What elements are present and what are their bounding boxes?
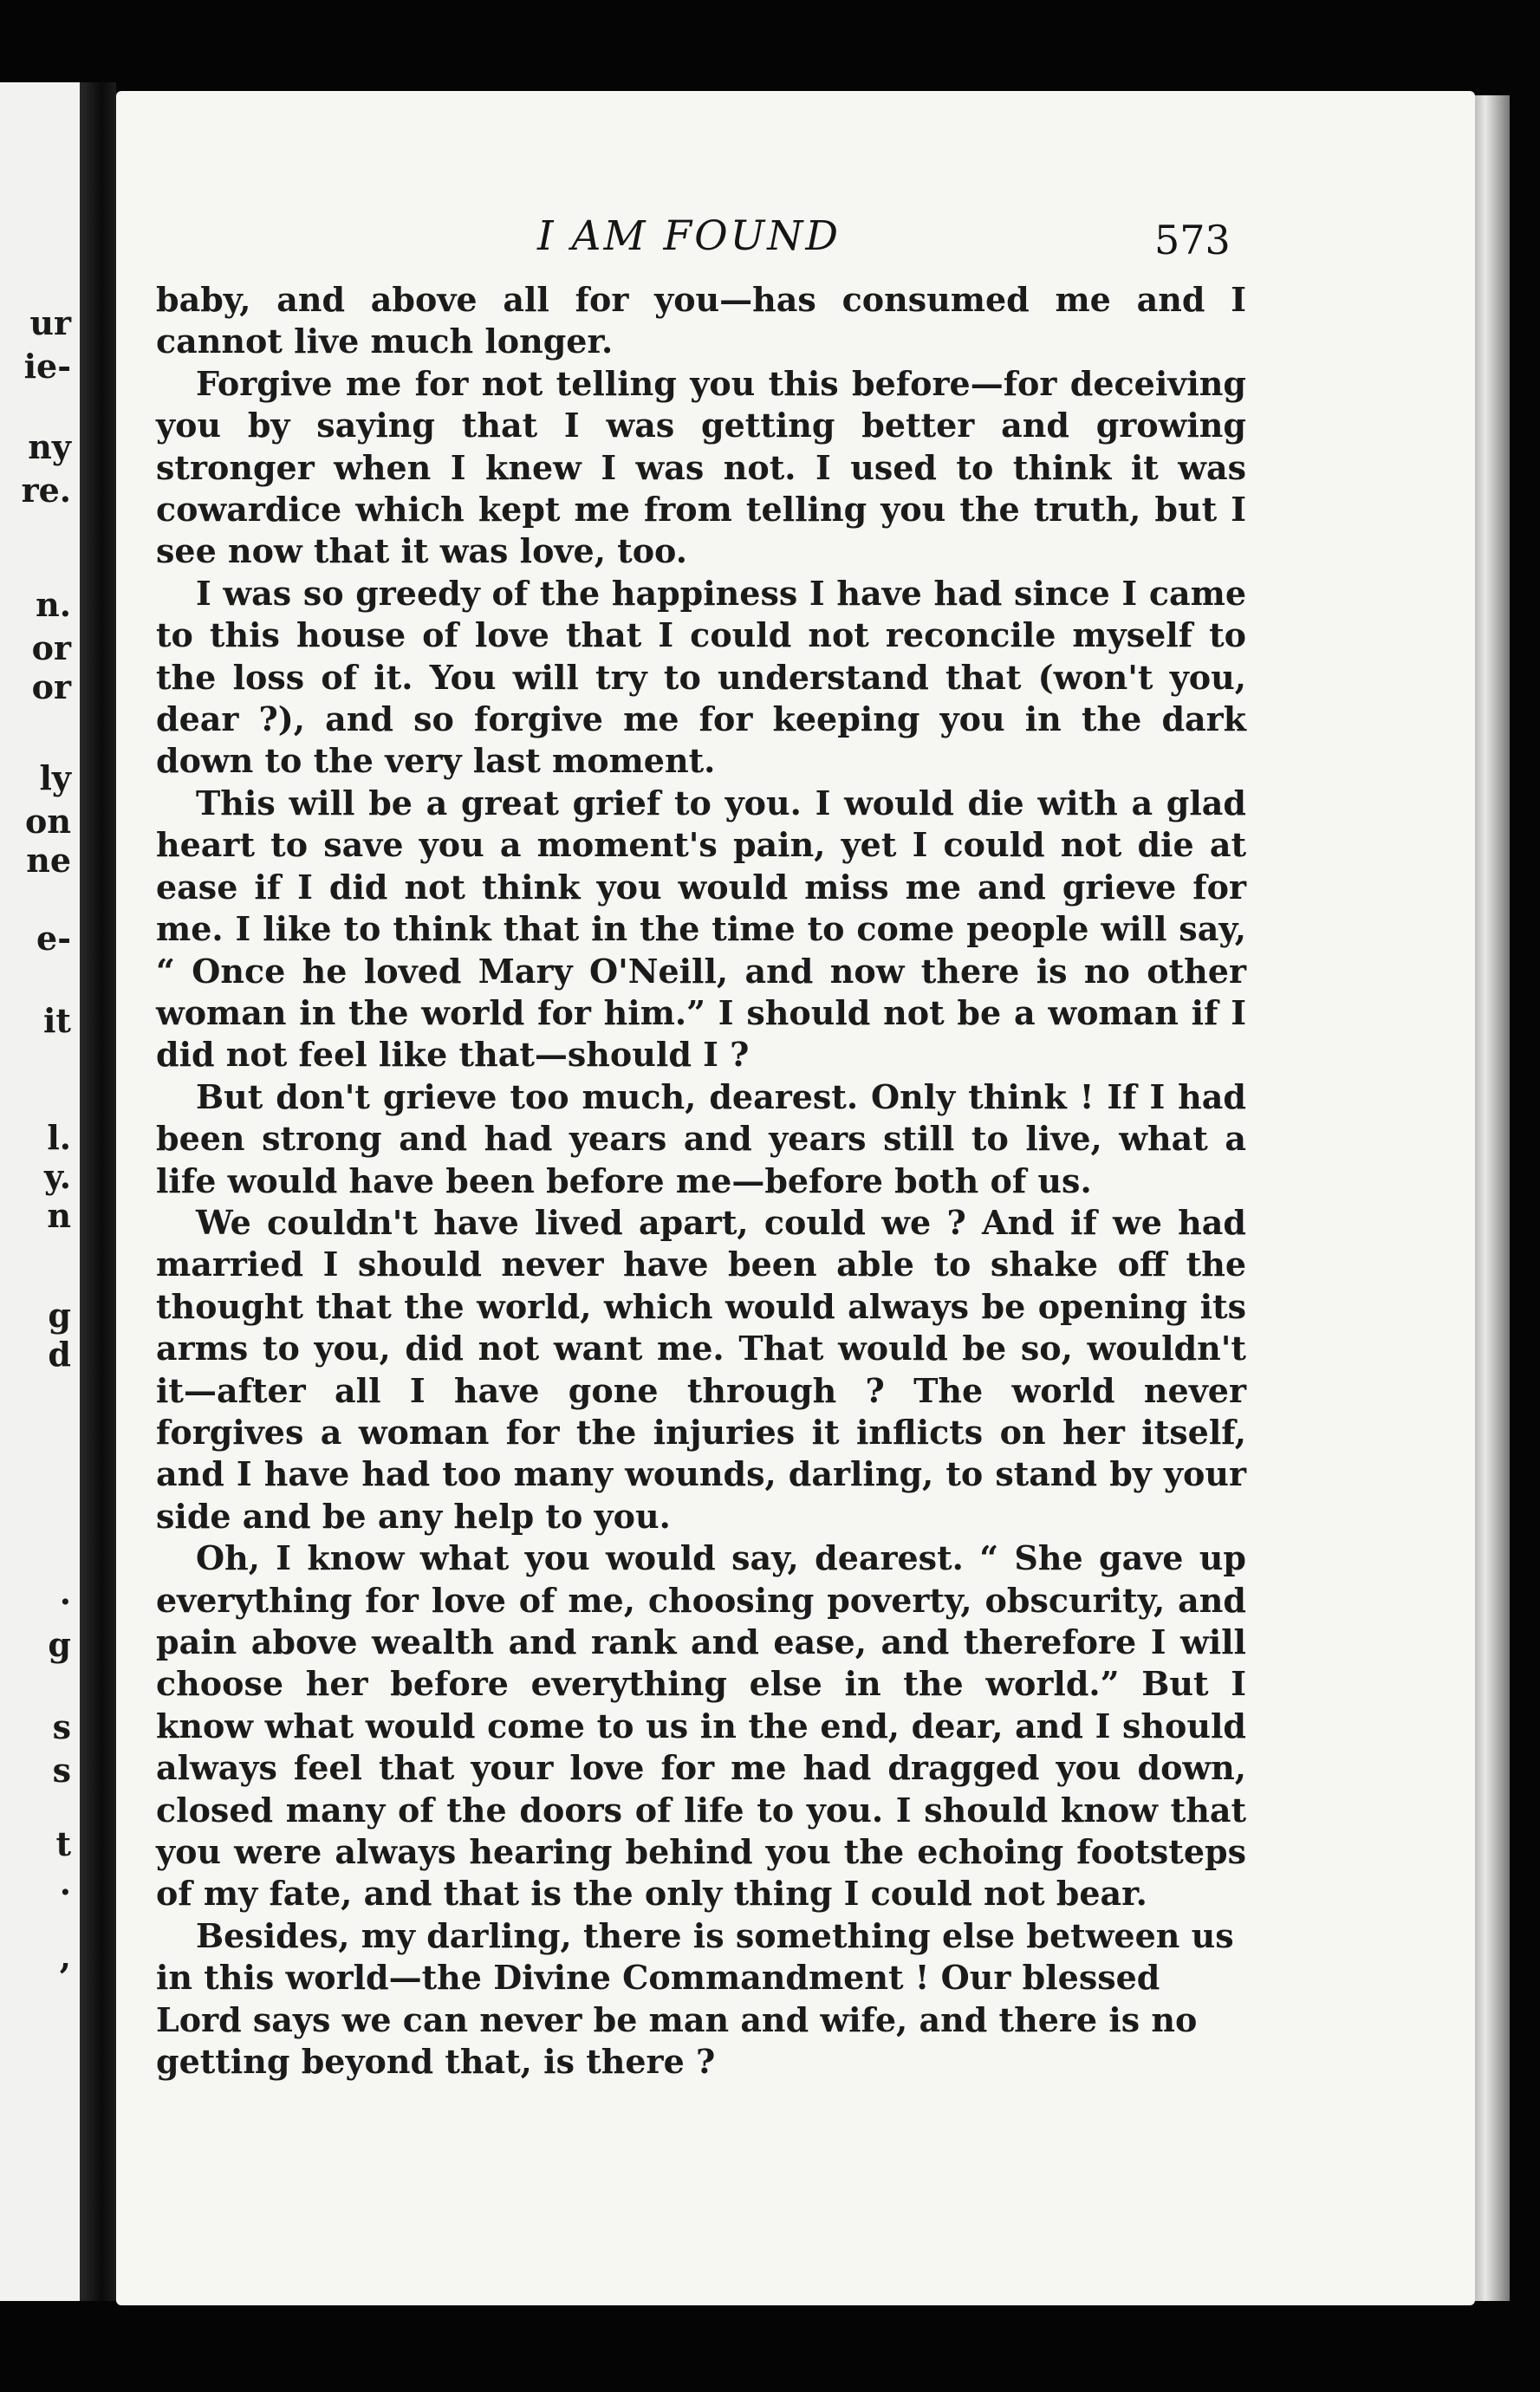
facing-page-fragment: y. (44, 1157, 71, 1196)
paragraph: We couldn't have lived apart, could we ? And if we had married I should never have been able to shake off the thought that the world, which would always be opening its arms to you, did not want me. That would be so, wouldn't it—after all I have gone through ? The world never forgives a woman for the injuries it inflicts on her itself, and I have had too many wounds, darling, to stand by your side and be any help to you. (156, 1202, 1246, 1536)
facing-page-fragment: g (48, 1296, 71, 1335)
book-gutter (80, 82, 116, 2301)
facing-page-fragment: it (43, 1001, 71, 1040)
facing-page-fragment: l. (47, 1118, 71, 1157)
paragraph: This will be a great grief to you. I would die with a glad heart to save you a moment's pain, yet I could not die at ease if I did not think you would miss me and grieve for me. I like to think that in the time to come people will say, “ Once he loved Mary O'Neill, and now there is no other woman in the world for him.” I should not be a woman if I did not feel like that—should I ? (156, 783, 1246, 1075)
facing-page-fragment: n. (36, 585, 71, 624)
paragraph: baby, and above all for you—has consumed me and I cannot live much longer. (156, 280, 1246, 361)
facing-page-fragment: ne (26, 841, 71, 880)
facing-page-fragment: s (52, 1707, 71, 1746)
facing-page-fragment: s (52, 1751, 71, 1790)
facing-page-fragment: or (31, 667, 71, 706)
facing-page-fragment: e- (36, 919, 71, 958)
facing-page-fragment: . (59, 1573, 71, 1612)
paragraph: Forgive me for not telling you this before—for deceiving you by saying that I was getting better and growing stronger when I knew I was not. I used to think it was cowardice which kept me from telling you the truth, but I see now that it was love, too. (156, 363, 1246, 571)
paragraph: But don't grieve too much, dearest. Only think ! If I had been strong and had years and years still to live, what a life would have been before me—before both of us. (156, 1076, 1246, 1200)
facing-page-fragment: g (48, 1625, 71, 1664)
page-edge-stack (1475, 95, 1510, 2301)
page-number: 573 (1154, 217, 1231, 263)
facing-page-edge (0, 82, 80, 2301)
facing-page-fragment: or (31, 628, 71, 667)
facing-page-fragment: ly (39, 758, 71, 797)
facing-page-fragment: re. (21, 471, 71, 510)
paragraph: Besides, my darling, there is something else between us in this world—the Divine Commandment ! Our blessed Lord says we can never be man and wife, and there is no getting beyond that, is there ? (156, 1915, 1234, 2082)
facing-page-fragment: ny (28, 427, 71, 466)
facing-page-fragment: ie- (23, 347, 71, 386)
running-head: I AM FOUND (537, 212, 841, 260)
facing-page-fragment: ur (29, 303, 71, 342)
facing-page-fragment: t (55, 1824, 71, 1863)
paragraph: Oh, I know what you would say, dearest. “ She gave up everything for love of me, choosing poverty, obscurity, and pain above wealth and rank and ease, and therefore I will choose her before everything else in the world.” But I know what would come to us in the end, dear, and I should always feel that your love for me had dragged you down, closed many of the doors of life to you. I should know that you were always hearing behind you the echoing footsteps of my fate, and that is the only thing I could not bear. (156, 1538, 1246, 1914)
facing-page-fragment: n (47, 1196, 71, 1235)
page-body-text (156, 279, 1246, 2083)
facing-page-fragment: . (59, 1863, 71, 1902)
paragraph: I was so greedy of the happiness I have had since I came to this house of love that I could not reconcile myself to the loss of it. You will try to understand that (won't you, dear ?), and so forgive me for keeping you in the dark down to the very last moment. (156, 573, 1246, 781)
facing-page-fragment: on (25, 802, 71, 841)
facing-page-fragment: , (59, 1937, 71, 1976)
facing-page-fragment: d (48, 1335, 71, 1374)
